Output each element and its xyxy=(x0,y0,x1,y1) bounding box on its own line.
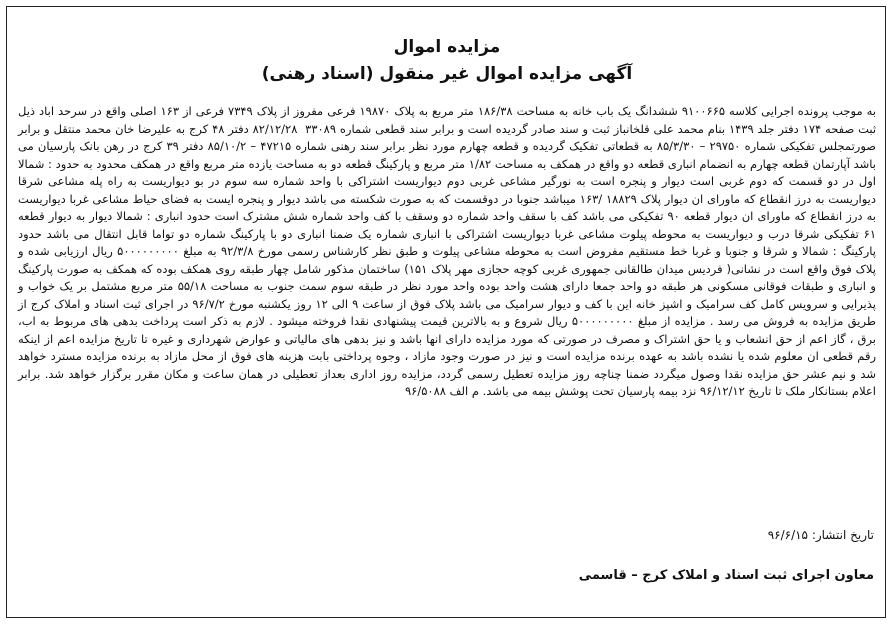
notice-title: مزایده اموال xyxy=(393,37,501,57)
publication-date: تاریخ انتشار: ۹۶/۶/۱۵ xyxy=(767,528,874,542)
notice-subtitle: آگهی مزایده اموال غیر منقول (اسناد رهنی) xyxy=(261,64,633,84)
signature-line: معاون اجرای ثبت اسناد و املاک کرج – قاسمی xyxy=(578,568,874,583)
notice-body: به موجب پرونده اجرایی کلاسه ۹۱۰۰۶۶۵ ششدانگ یک باب خانه به مساحت ۱۸۶/۳۸ متر مربع به پلاک ۱۹۸۷۰ فرعی مفروز از پلاک ۷۳۴۹ فرعی از ۱۶۳ اصلی واقع در سرحد اباد ذیل ثبت صفحه ۱۷۴ دفتر جلد ۱۴۳۹ بنام محمد علی قلخانباز ثبت و سند صادر گردیده است و برابر سند قطعی شماره ۳۳۰۸۹ ‌ ۸۲/۱۲/۲۸ دفتر ۴۸ کرج به علیرضا خان محمد منتقل و برابر صورتمجلس تفکیکی شماره ۲۹۷۵۰ – ۸۵/۳/۳۰ به قطعاتی تفکیک گردیده و قطعه چهارم مورد نظر برابر سند رهنی شماره ۴۷۲۱۵ – ۸۵/۱۰/۲ دفتر ۳۹ کرج در رهن بانک پارسیان می باشد آپارتمان قطعه چهارم به انضمام انباری قطعه دو واقع در همکف به مساحت ۱/۸۲ متر مربع و پارکینگ قطعه دو به مساحت یازده متر مربع واقع در همکف محدود به حدود : شمالا اول در دو قسمت که دوم غربی است دیوار و پنجره است به نورگیر مشاعی غربی دوم دیواریست اشتراکی با واحد شماره سه سوم در بو دیواریست به راه پله مشاعی شرقا دیواریست به درز انقطاع که ماورای ان دیوار پلاک ۱۸۸۲۹ /۱۶۳ میباشد جنوبا در دوقسمت که به صورت شکسته می باشد دیوار و پنجره ایست به فضای حیاط مشاعی غربا دیواریست به درز انقطاع که ماورای ان دیوار قطعه ۹۰ تفکیکی می باشد کف با سقف واحد شماره دو وسقف با کف واحد شماره شش مشترک است حدود انباری : شمالا دیوار به دیوار قطعه ۶۱ تفکیکی شرقا درب و دیواریست به محوطه پیلوت مشاعی غربا دیواریست اشتراکی با انباری شماره یک ضمنا انباری دو با پارکینگ شماره دو تواما قابل انتقال می باشد حدود پارکینگ : شمالا و شرقا و جنوبا و غربا خط مستقیم مفروض است به محوطه مشاعی پیلوت و طبق نظر کارشناس رسمی مورخ ۹۲/۳/۸ به مبلغ ۵۰۰۰۰۰۰۰۰۰ ریال ارزیابی شده و پلاک فوق واقع است در نشانی( فردیس میدان طالقانی جمهوری غربی کوچه حجازی مهر پلاک ۱۵۱) ساختمان مذکور شامل چهار طبقه روی همکف بوده که همکف به صورت پارکینگ و انباری و طبقات فوقانی مسکونی هر طبقه دو واحد جمعا دارای هشت واحد بوده واحد مورد نظر در طبقه سوم سمت جنوب به مساحت ۵۵/۱۸ متر مربع مشتمل بر یک خواب و پذیرایی و سرویس کامل کف سرامیک و اشپز خانه این با کف و دیوار سرامیک می باشد پلاک فوق از ساعت ۹ الی ۱۲ روز یکشنبه مورخ ۹۶/۷/۲ در اجرای ثبت اسناد و املاک کرج از طریق مزایده به فروش می رسد . مزایده از مبلغ ۵۰۰۰۰۰۰۰۰۰ ریال شروع و به بالاترین قیمت پیشنهادی نقدا فروخته میشود . لازم به ذکر است پرداخت بدهی های مربوط به اب، برق ، گاز اعم از حق انشعاب و یا حق اشتراک و مصرف در صورتی که مورد مزایده دارای انها باشد و نیز بدهی های مالیاتی و عوارض شهرداری و غیره تا تاریخ مزایده اعم از اینکه رقم قطعی ان معلوم شده یا نشده باشد به عهده برنده مزایده است و نیز در صورت وجود مازاد ، وجوه پرداختی بابت هزینه های فوق از محل مازاد به برنده مزایده مسترد خواهد شد و نیم عشر حق مزایده نقدا وصول میگردد ضمنا چناچه روز مزایده تعطیل رسمی گردد، مزایده روز اداری بعداز تعطیلی در همان ساعت و مکان مقرر برگزار خواهد شد. برابر اعلام بستانکار ملک تا تاریخ ۹۶/۱۲/۱۲ نزد بیمه پارسیان تحت پوشش بیمه می باشد. م الف ۹۶/۵۰۸۸ xyxy=(18,104,877,398)
